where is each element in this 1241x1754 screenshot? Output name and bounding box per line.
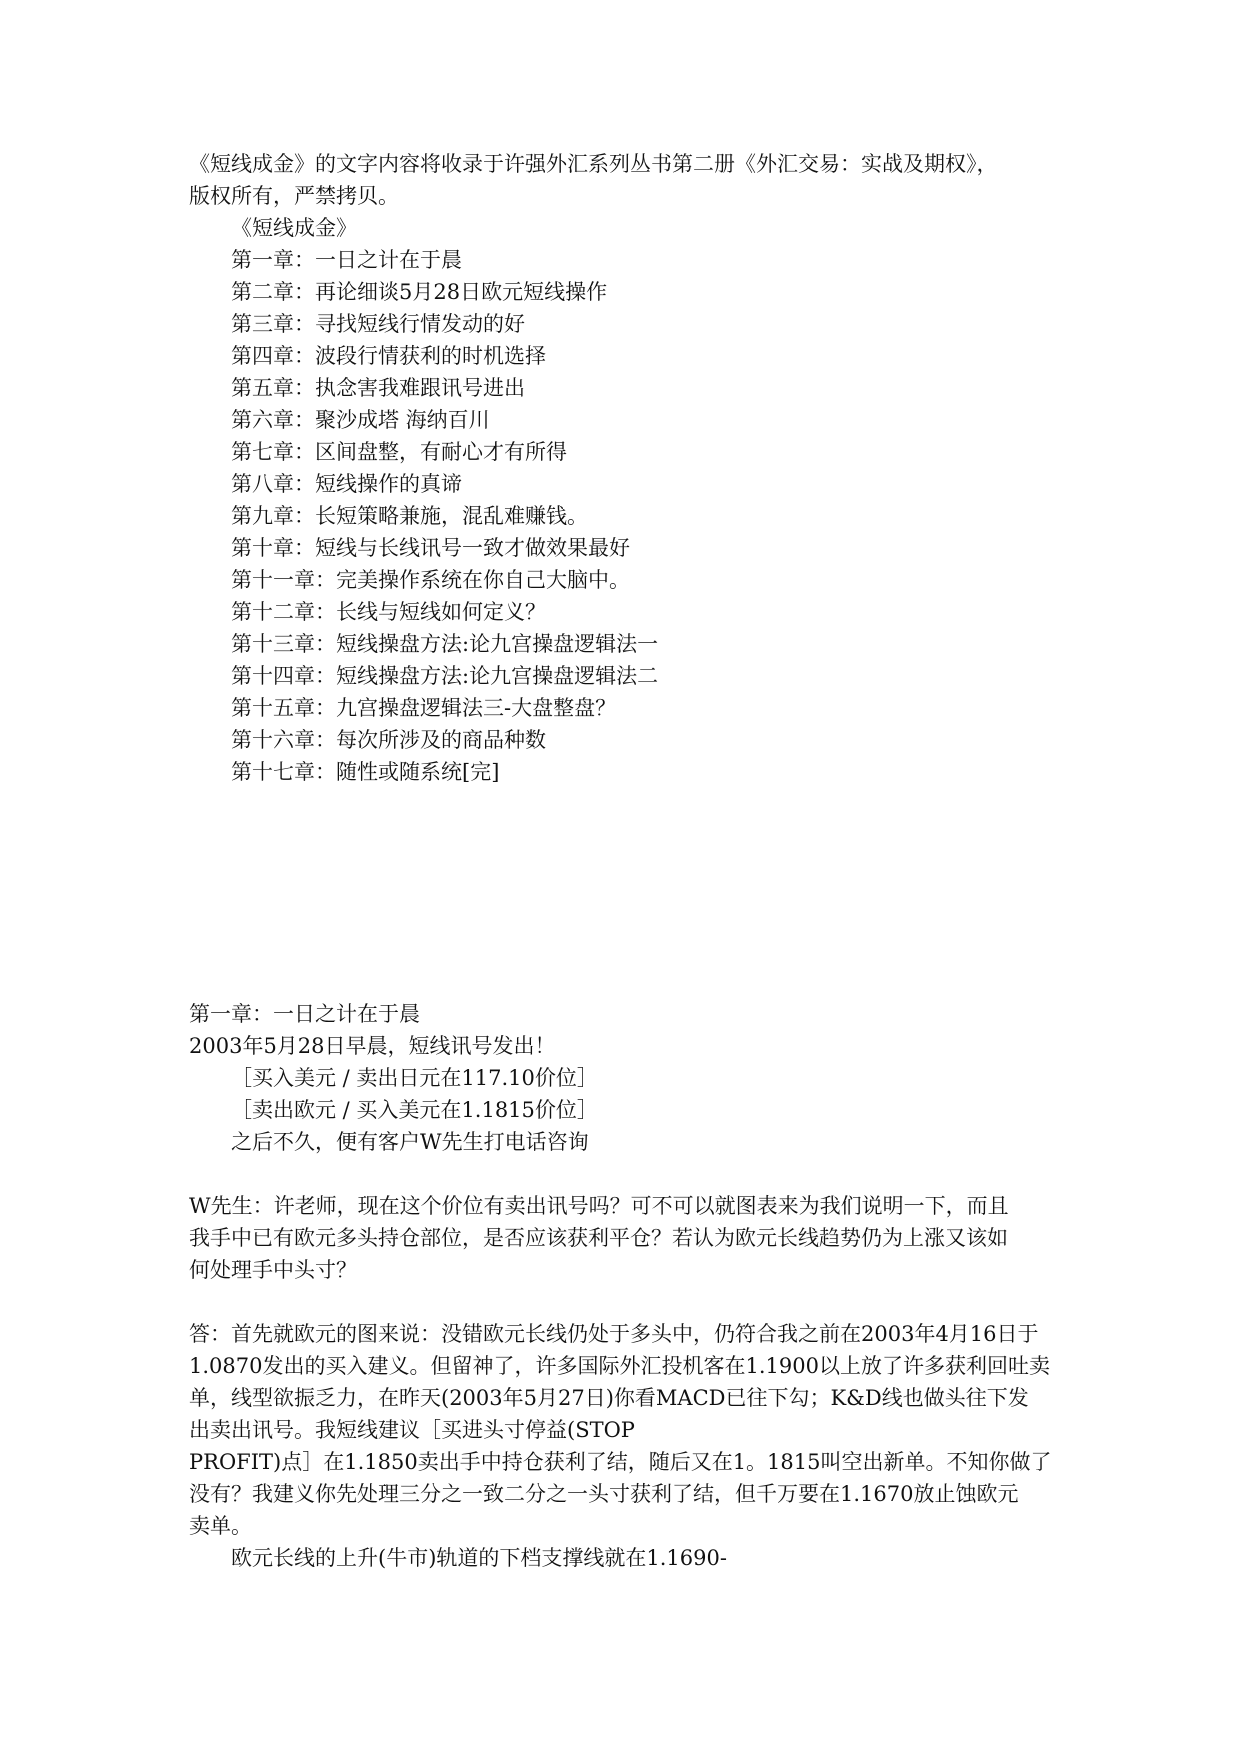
toc-item: 第十二章：长线与短线如何定义？ [231, 600, 546, 624]
toc-item: 第十五章：九宫操盘逻辑法三-大盘整盘？ [231, 696, 617, 720]
answer-line: 单，线型欲振乏力，在昨天(2003年5月27日)你看MACD已往下勾；K&D线也做头往下发 [189, 1386, 1029, 1410]
table-of-contents [189, 244, 1069, 788]
toc-title: 《短线成金》 [231, 216, 357, 240]
toc-item: 第五章：执念害我难跟讯号进出 [231, 376, 525, 400]
intro-section [189, 148, 1069, 788]
toc-item: 第九章：长短策略兼施，混乱难赚钱。 [231, 504, 588, 528]
toc-item: 第六章：聚沙成塔 海纳百川 [231, 408, 490, 432]
question-line: 我手中已有欧元多头持仓部位，是否应该获利平仓？若认为欧元长线趋势仍为上涨又该如 [189, 1226, 1008, 1250]
toc-item: 第二章：再论细谈5月28日欧元短线操作 [231, 280, 608, 304]
toc-item: 第八章：短线操作的真谛 [231, 472, 462, 496]
toc-item: 第一章：一日之计在于晨 [231, 248, 462, 272]
toc-item: 第四章：波段行情获利的时机选择 [231, 344, 546, 368]
copyright-line-1: 《短线成金》的文字内容将收录于许强外汇系列丛书第二册《外汇交易：实战及期权》， [189, 152, 998, 176]
signal-line-2: ［卖出欧元 / 买入美元在1.1815价位］ [231, 1098, 598, 1122]
question-line: 何处理手中头寸？ [189, 1258, 357, 1282]
answer-line: 答：首先就欧元的图来说：没错欧元长线仍处于多头中，仍符合我之前在2003年4月16日于 [189, 1322, 1039, 1346]
paragraph-gap [189, 1286, 1069, 1318]
toc-item: 第十七章：随性或随系统[完] [231, 760, 500, 784]
signal-line-1: ［买入美元 / 卖出日元在117.10价位］ [231, 1066, 598, 1090]
answer-paragraph [189, 1318, 1069, 1542]
question-paragraph [189, 1190, 1069, 1286]
answer-line: 出卖出讯号。我短线建议［买进头寸停益(STOP [189, 1418, 635, 1442]
toc-item: 第十四章：短线操盘方法:论九宫操盘逻辑法二 [231, 664, 659, 688]
after-line: 之后不久，便有客户W先生打电话咨询 [231, 1130, 589, 1154]
toc-item: 第十一章：完美操作系统在你自己大脑中。 [231, 568, 630, 592]
copyright-line-2: 版权所有，严禁拷贝。 [189, 184, 399, 208]
chapter-heading: 第一章：一日之计在于晨 [189, 1002, 420, 1026]
toc-item: 第七章：区间盘整，有耐心才有所得 [231, 440, 567, 464]
toc-item: 第十章：短线与长线讯号一致才做效果最好 [231, 536, 630, 560]
answer-line: 卖单。 [189, 1514, 252, 1538]
paragraph-gap [189, 1158, 1069, 1190]
toc-item: 第十三章：短线操盘方法:论九宫操盘逻辑法一 [231, 632, 659, 656]
toc-item: 第三章：寻找短线行情发动的好 [231, 312, 525, 336]
question-line: W先生：许老师，现在这个价位有卖出讯号吗？可不可以就图表来为我们说明一下，而且 [189, 1194, 1009, 1218]
answer-line: 没有？我建义你先处理三分之一致二分之一头寸获利了结，但千万要在1.1670放止蚀欧元 [189, 1482, 1019, 1506]
answer-line: 1.0870发出的买入建义。但留神了，许多国际外汇投机客在1.1900以上放了许多获利回吐卖 [189, 1354, 1050, 1378]
answer-line: PROFIT)点］在1.1850卖出手中持仓获利了结，随后又在1。1815叫空出新单。不知你做了 [189, 1450, 1052, 1474]
toc-item: 第十六章：每次所涉及的商品种数 [231, 728, 546, 752]
last-line: 欧元长线的上升(牛市)轨道的下档支撑线就在1.1690- [231, 1546, 727, 1570]
chapter-1-section [189, 998, 1069, 1574]
date-line: 2003年5月28日早晨，短线讯号发出！ [189, 1034, 556, 1058]
